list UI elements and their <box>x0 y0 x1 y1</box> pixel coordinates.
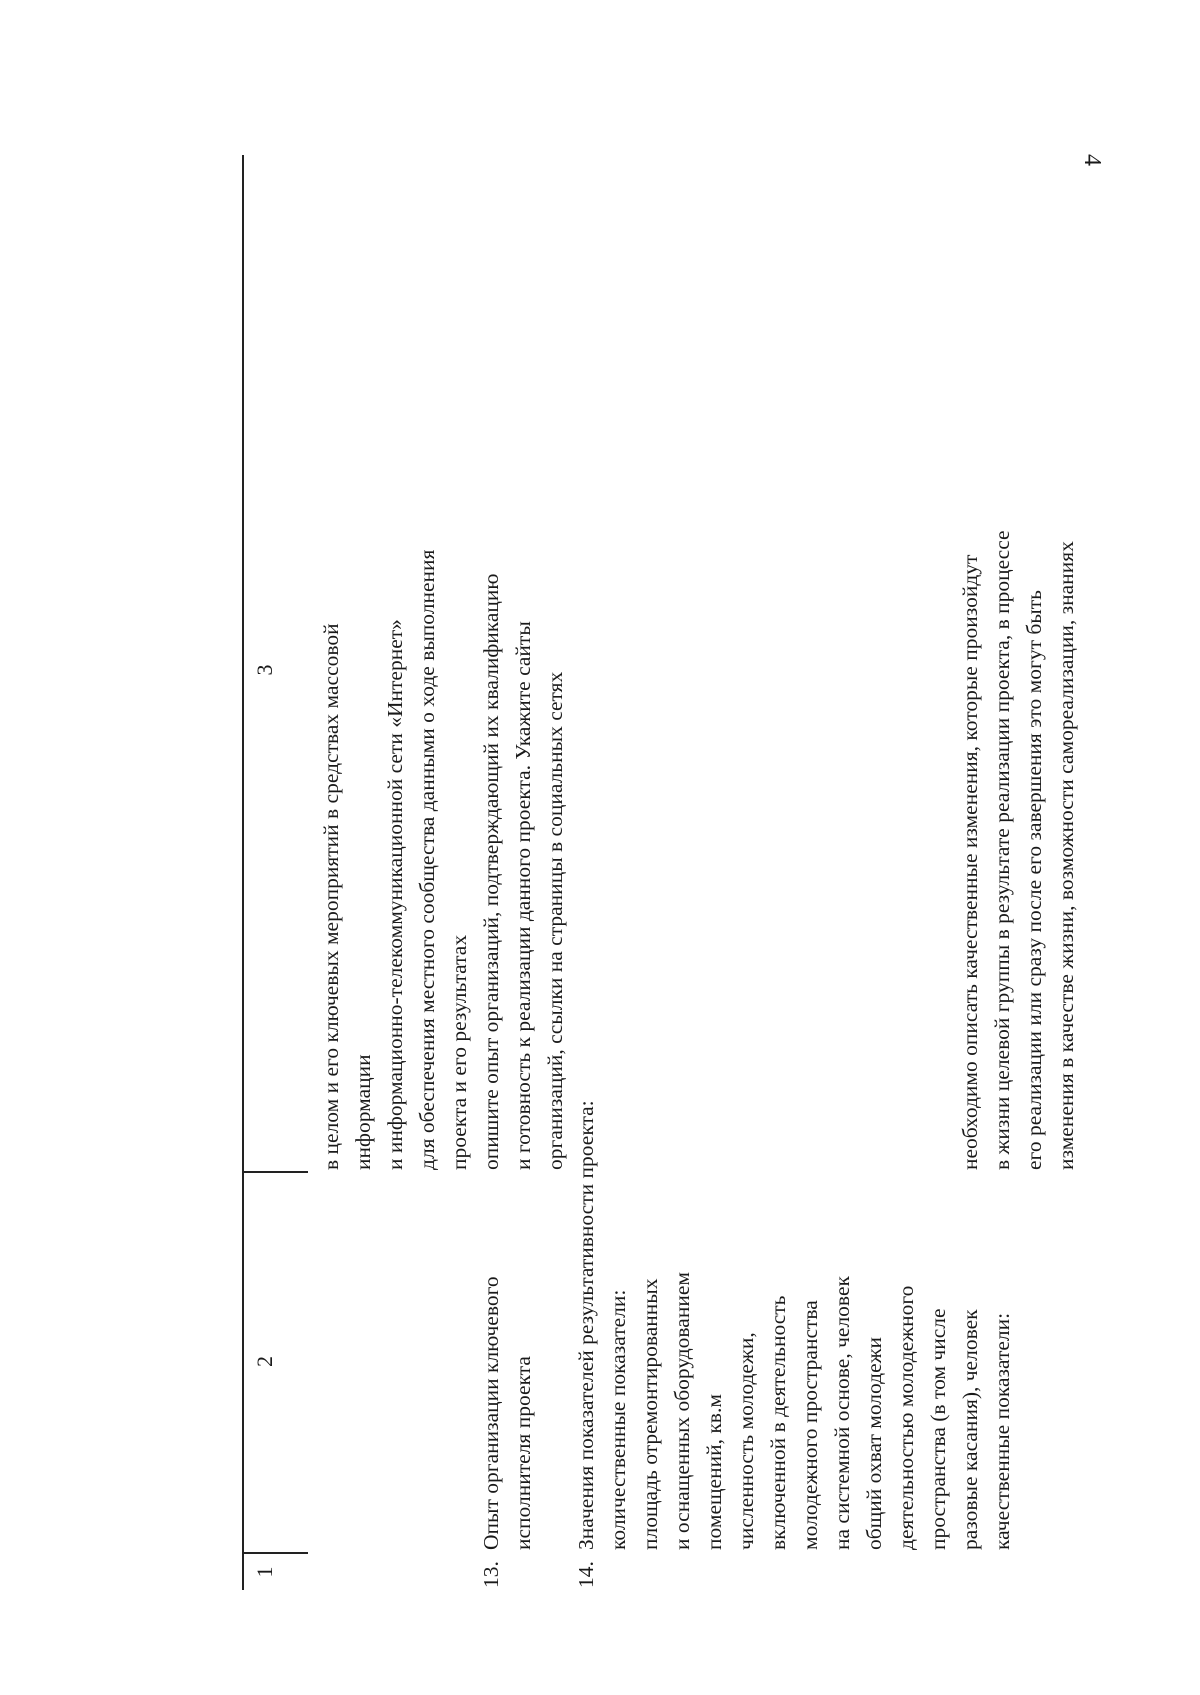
text-line: для обеспечения местного сообщества данными о ходе выполнения <box>415 549 439 1170</box>
text-line: в жизни целевой группы в результате реализации проекта, в процессе <box>990 530 1014 1170</box>
text-line: молодежного пространства <box>798 1300 822 1550</box>
text-line: изменения в качестве жизни, возможности самореализации, знаниях <box>1054 541 1078 1170</box>
header-col-2: 2 <box>252 1356 277 1367</box>
text-line: необходимо описать качественные изменения, которые произойдут <box>958 554 982 1170</box>
header-col-1: 1 <box>252 1566 277 1578</box>
text-line: и готовность к реализации данного проекта. Укажите сайты <box>511 621 535 1170</box>
text-line: количественные показатели: <box>606 1289 630 1550</box>
document-table <box>245 155 1085 1590</box>
header-col-3: 3 <box>252 664 277 676</box>
text-line: организаций, ссылки на страницы в социальных сетях <box>543 671 567 1170</box>
text-line: Опыт организации ключевого <box>479 1276 503 1550</box>
text-line: помещений, кв.м <box>702 1394 726 1550</box>
text-line: исполнителя проекта <box>511 1356 535 1550</box>
text-line: площадь отремонтированных <box>638 1278 662 1550</box>
table-top-border <box>242 155 244 1590</box>
text-line: и информационно-телекоммуникационной сети «Интернет» <box>383 619 407 1170</box>
row-13-number: 13. <box>479 1561 503 1588</box>
row-14-number: 14. <box>574 1561 598 1588</box>
text-line: пространства (в том числе <box>926 1308 950 1550</box>
text-line: деятельностью молодежного <box>894 1285 918 1550</box>
text-line: проекта и его результатах <box>447 934 471 1170</box>
row-0-col-3 <box>315 550 475 1170</box>
text-line: и оснащенных оборудованием <box>670 1272 694 1550</box>
text-line: качественные показатели: <box>990 1312 1014 1550</box>
row-13-col-2 <box>475 1276 539 1550</box>
row-14-col-2 <box>570 1100 1018 1550</box>
text-line: Значения показателей результативности проекта: <box>574 1100 598 1550</box>
text-line: опишите опыт организаций, подтверждающий их квалификацию <box>479 573 503 1170</box>
text-line: в целом и его ключевых мероприятий в средствах массовой <box>319 623 343 1170</box>
text-line: общий охват молодежи <box>862 1337 886 1550</box>
row-14-col-3 <box>954 530 1082 1170</box>
page-number: 4 <box>1079 154 1105 166</box>
text-line: информации <box>351 1054 375 1170</box>
row-13-col-3 <box>475 574 571 1171</box>
text-line: его реализации или сразу после его завершения это могут быть <box>1022 590 1046 1170</box>
text-line: численность молодежи, <box>734 1332 758 1550</box>
text-line: на системной основе, человек <box>830 1276 854 1550</box>
text-line: включенной в деятельность <box>766 1295 790 1550</box>
text-line: разовые касания), человек <box>958 1309 982 1550</box>
